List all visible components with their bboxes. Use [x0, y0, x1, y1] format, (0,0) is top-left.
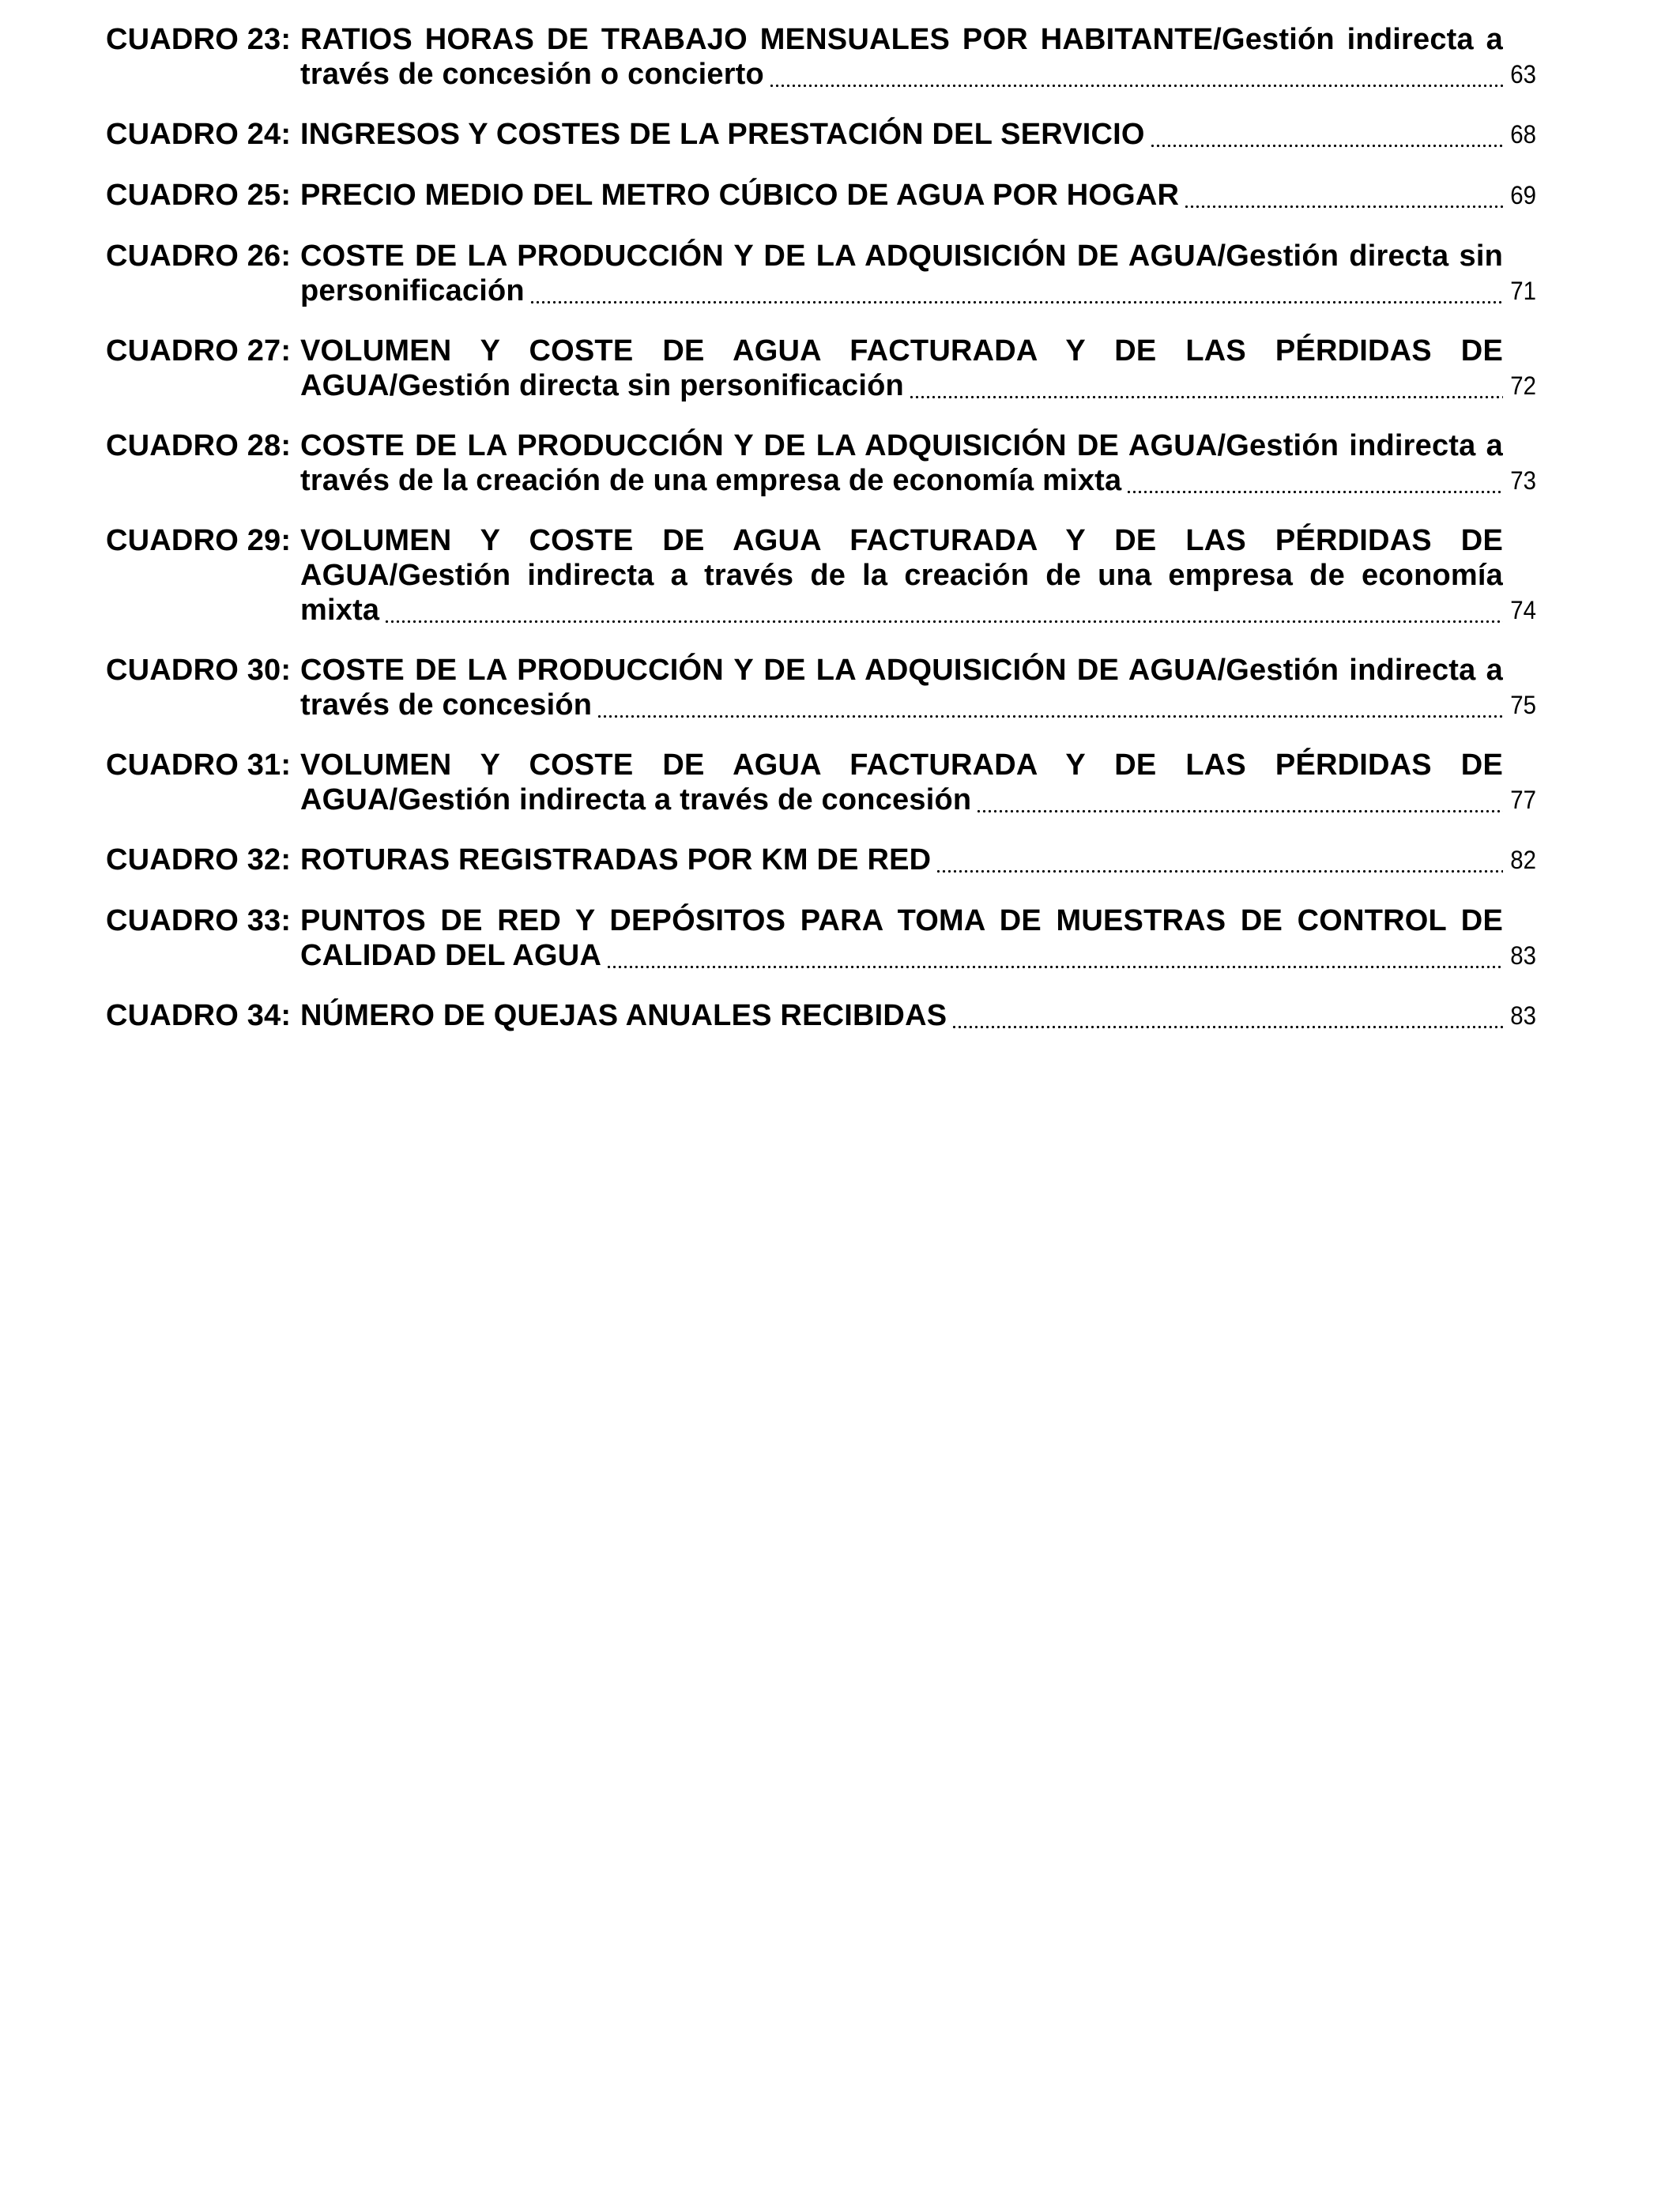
dot-leader	[909, 368, 1503, 403]
toc-entry-title	[300, 998, 1571, 1033]
toc-entry-title	[300, 334, 1571, 403]
toc-entry[interactable]	[106, 523, 1571, 628]
dot-leader	[1184, 178, 1503, 213]
toc-entry-label: CUADRO 28:	[106, 429, 292, 462]
toc-entry-title-line: CALIDAD DEL AGUA	[300, 939, 602, 972]
dot-leader	[1150, 117, 1503, 152]
toc-entry-page: 74	[1510, 596, 1536, 624]
toc-entry-title	[300, 843, 1571, 877]
toc-entry-title-line: personificación	[300, 274, 525, 307]
toc-entry-title-line: VOLUMEN Y COSTE DE AGUA FACTURADA Y DE LAS PÉRDIDAS DE	[300, 748, 1503, 782]
toc-entry-title	[300, 178, 1571, 213]
toc-entry-page: 83	[1510, 941, 1536, 970]
toc-entry-title-line: AGUA/Gestión directa sin personificación	[300, 369, 904, 402]
toc-entry-title	[300, 523, 1571, 628]
toc-entry[interactable]	[106, 428, 1571, 498]
dot-leader	[769, 57, 1503, 92]
toc-entry-page: 63	[1510, 60, 1536, 89]
toc-entry[interactable]	[106, 178, 1571, 213]
toc-entry-title	[300, 117, 1571, 152]
toc-entry-label: CUADRO 24:	[106, 118, 292, 151]
toc-entry-title-line: NÚMERO DE QUEJAS ANUALES RECIBIDAS	[300, 999, 947, 1032]
toc-entry[interactable]	[106, 998, 1571, 1033]
dot-leader	[1126, 463, 1503, 498]
dot-leader	[976, 782, 1503, 817]
toc-entry-title-line: AGUA/Gestión indirecta a través de la creación de una empresa de economía	[300, 559, 1503, 592]
toc-entry-page: 69	[1510, 181, 1536, 209]
toc-entry-label: CUADRO 33:	[106, 904, 292, 937]
toc-entry-label: CUADRO 26:	[106, 239, 292, 273]
toc-entry-label: CUADRO 32:	[106, 843, 292, 876]
table-of-contents	[106, 22, 1571, 1059]
toc-entry-title-line: través de concesión	[300, 688, 593, 722]
toc-entry[interactable]	[106, 653, 1571, 722]
toc-entry[interactable]	[106, 117, 1571, 152]
toc-entry-title-line: mixta	[300, 594, 380, 627]
toc-entry-page: 73	[1510, 466, 1536, 495]
toc-entry[interactable]	[106, 748, 1571, 817]
toc-entry[interactable]	[106, 903, 1571, 973]
toc-entry-title	[300, 22, 1571, 92]
toc-entry-page: 77	[1510, 786, 1536, 814]
dot-leader	[606, 938, 1503, 973]
toc-entry-label: CUADRO 25:	[106, 179, 292, 212]
dot-leader	[529, 273, 1503, 308]
toc-entry-title-line: VOLUMEN Y COSTE DE AGUA FACTURADA Y DE LAS PÉRDIDAS DE	[300, 334, 1503, 368]
toc-entry-title-line: COSTE DE LA PRODUCCIÓN Y DE LA ADQUISICIÓN DE AGUA/Gestión indirecta a	[300, 429, 1503, 462]
toc-entry-label: CUADRO 29:	[106, 524, 292, 557]
toc-entry-title-line: través de la creación de una empresa de economía mixta	[300, 464, 1122, 497]
toc-entry-title	[300, 903, 1571, 973]
dot-leader	[951, 998, 1503, 1033]
toc-entry[interactable]	[106, 843, 1571, 877]
toc-entry-title-line: ROTURAS REGISTRADAS POR KM DE RED	[300, 843, 932, 876]
toc-entry[interactable]	[106, 239, 1571, 308]
toc-entry-label: CUADRO 31:	[106, 748, 292, 782]
toc-entry-label: CUADRO 30:	[106, 654, 292, 687]
toc-entry-label: CUADRO 23:	[106, 23, 292, 56]
dot-leader	[597, 688, 1503, 722]
toc-entry-title-line: RATIOS HORAS DE TRABAJO MENSUALES POR HABITANTE/Gestión indirecta a	[300, 23, 1503, 56]
toc-entry-page: 72	[1510, 371, 1536, 400]
toc-entry-label: CUADRO 34:	[106, 999, 292, 1032]
dot-leader	[936, 843, 1503, 877]
toc-entry-title-line: COSTE DE LA PRODUCCIÓN Y DE LA ADQUISICIÓN DE AGUA/Gestión indirecta a	[300, 654, 1503, 687]
toc-entry-title-line: VOLUMEN Y COSTE DE AGUA FACTURADA Y DE LAS PÉRDIDAS DE	[300, 524, 1503, 557]
toc-entry-label: CUADRO 27:	[106, 334, 292, 368]
toc-entry-page: 82	[1510, 846, 1536, 874]
toc-entry-title-line: través de concesión o concierto	[300, 58, 764, 91]
toc-entry-page: 83	[1510, 1001, 1536, 1030]
toc-entry-page: 75	[1510, 691, 1536, 719]
toc-entry-page: 71	[1510, 277, 1536, 305]
toc-entry-title	[300, 239, 1571, 308]
toc-entry-title	[300, 748, 1571, 817]
toc-entry-title-line: PRECIO MEDIO DEL METRO CÚBICO DE AGUA POR HOGAR	[300, 179, 1180, 212]
toc-entry[interactable]	[106, 334, 1571, 403]
dot-leader	[384, 593, 1503, 628]
toc-entry-page: 68	[1510, 120, 1536, 149]
toc-entry-title-line: INGRESOS Y COSTES DE LA PRESTACIÓN DEL SERVICIO	[300, 118, 1145, 151]
toc-entry[interactable]	[106, 22, 1571, 92]
toc-entry-title-line: PUNTOS DE RED Y DEPÓSITOS PARA TOMA DE MUESTRAS DE CONTROL DE	[300, 904, 1503, 937]
toc-entry-title	[300, 428, 1571, 498]
toc-entry-title-line: AGUA/Gestión indirecta a través de concesión	[300, 783, 972, 816]
toc-entry-title	[300, 653, 1571, 722]
toc-entry-title-line: COSTE DE LA PRODUCCIÓN Y DE LA ADQUISICIÓN DE AGUA/Gestión directa sin	[300, 239, 1503, 273]
